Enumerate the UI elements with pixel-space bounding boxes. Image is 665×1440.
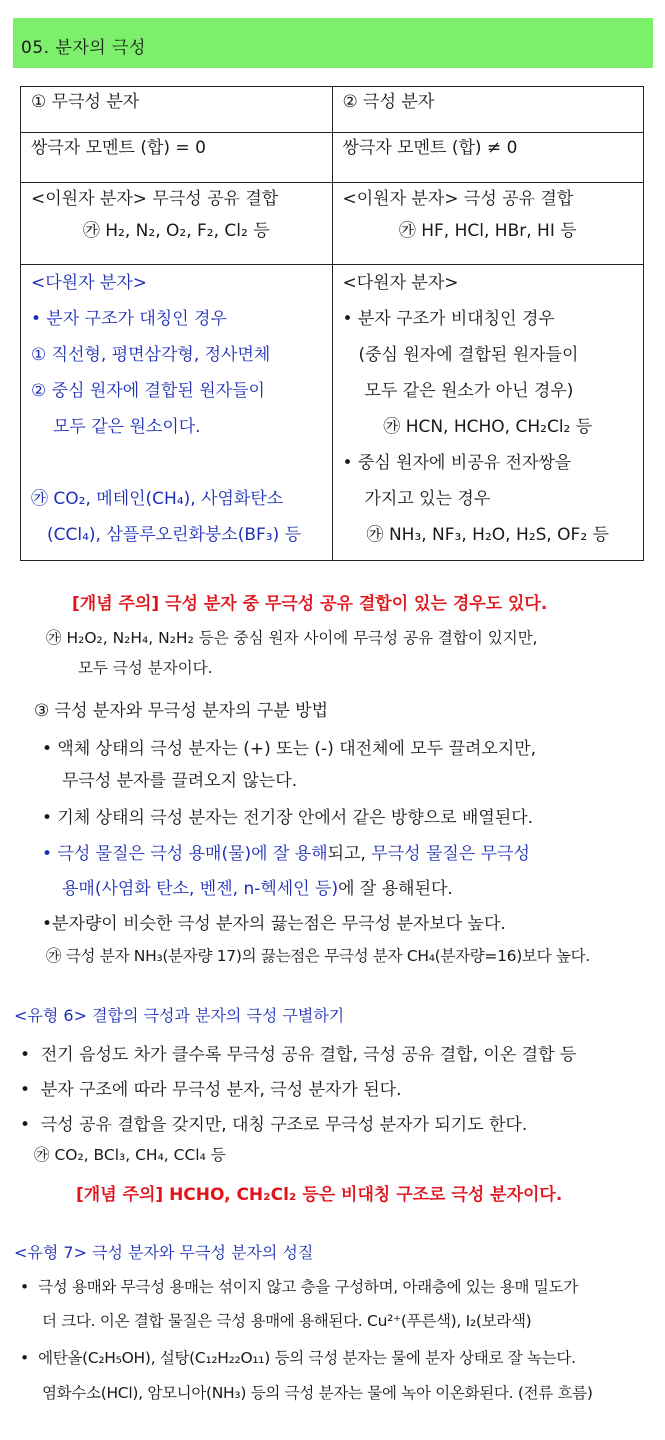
type-6-bullet: • 분자 구조에 따라 무극성 분자, 극성 분자가 된다. (20, 1080, 402, 1100)
left-diatomic-example-text: H₂, N₂, O₂, F₂, Cl₂ 등 (105, 221, 270, 241)
left-dipole: 쌍극자 모멘트 (합) = 0 (21, 133, 333, 183)
polar-solubility: 극성 물질은 극성 용매(물)에 잘 용해 (57, 844, 328, 864)
example-mark: ㉮ (31, 489, 48, 509)
right-diatomic-example-text: HF, HCl, HBr, HI 등 (421, 221, 577, 241)
connector-text: 되고, (327, 844, 372, 864)
left-poly-line: ② 중심 원자에 결합된 원자들이 (31, 381, 265, 401)
right-diatomic-title: <이원자 분자> 극성 공유 결합 (342, 189, 574, 209)
right-poly-line: • 분자 구조가 비대칭인 경우 (342, 309, 555, 329)
nonpolar-solvents: 용매(사염화 탄소, 벤젠, n-헥세인 등) (62, 879, 339, 899)
type-6-bullet-text: 극성 공유 결합을 갖지만, 대칭 구조로 무극성 분자가 되기도 한다. (40, 1115, 528, 1135)
section-3-bullet: • 기체 상태의 극성 분자는 전기장 안에서 같은 방향으로 배열된다. (42, 808, 534, 828)
left-poly-line: 모두 같은 원소이다. (53, 417, 201, 437)
type-7-bullet: • 극성 용매와 무극성 용매는 섞이지 않고 층을 구성하며, 아래층에 있는 용매 밀도가 (20, 1278, 578, 1296)
left-poly-spacer (31, 445, 322, 481)
notice-1-example (46, 626, 538, 648)
right-poly-line: 가지고 있는 경우 (364, 489, 491, 509)
left-poly-line: CO₂, 메테인(CH₄), 사염화탄소 (53, 489, 284, 509)
type-7-bullet-text: 에탄올(C₂H₅OH), 설탕(C₁₂H₂₂O₁₁) 등의 극성 분자는 물에 분자 상태로 잘 녹는다. (38, 1349, 576, 1367)
section-3-bullet-cont: 무극성 분자를 끌려오지 않는다. (62, 771, 298, 791)
type-7-bullet: • 에탄올(C₂H₅OH), 설탕(C₁₂H₂₂O₁₁) 등의 극성 분자는 물에 분자 상태로 잘 녹는다. (20, 1349, 576, 1367)
type-6-bullet: • 전기 음성도 차가 클수록 무극성 공유 결합, 극성 공유 결합, 이온 결합 등 (20, 1045, 577, 1065)
right-polyatomic-cell (332, 265, 644, 561)
type-6-notice: [개념 주의] HCHO, CH₂Cl₂ 등은 비대칭 구조로 극성 분자이다. (76, 1185, 563, 1205)
right-poly-line: NH₃, NF₃, H₂O, H₂S, OF₂ 등 (388, 525, 609, 545)
left-poly-line: • 분자 구조가 대칭인 경우 (31, 309, 227, 329)
right-poly-line: • 중심 원자에 비공유 전자쌍을 (342, 453, 572, 473)
section-3-title: ③ 극성 분자와 무극성 분자의 구분 방법 (34, 701, 328, 721)
right-heading: ② 극성 분자 (332, 87, 644, 133)
type-7-bullet-text: 극성 용매와 무극성 용매는 섞이지 않고 층을 구성하며, 아래층에 있는 용매 밀도가 (38, 1278, 578, 1296)
type-6-bullet-text: 전기 음성도 차가 클수록 무극성 공유 결합, 극성 공유 결합, 이온 결합 등 (40, 1045, 577, 1065)
left-diatomic-title: <이원자 분자> 무극성 공유 결합 (31, 189, 279, 209)
notice-1-example-cont: 모두 극성 분자이다. (78, 659, 213, 677)
example-mark: ㉮ (366, 525, 384, 545)
comparison-table (20, 86, 644, 561)
right-poly-line: 모두 같은 원소가 아닌 경우) (364, 381, 574, 401)
notice-1: [개념 주의] 극성 분자 중 무극성 공유 결합이 있는 경우도 있다. (72, 594, 548, 614)
type-6-example-text: CO₂, BCl₃, CH₄, CCl₄ 등 (54, 1146, 226, 1164)
nonpolar-solubility: 무극성 물질은 무극성 (371, 844, 530, 864)
solubility-tail: 에 잘 용해된다. (338, 879, 453, 899)
section-3-example (46, 944, 590, 966)
right-poly-line: (중심 원자에 결합된 원자들이 (358, 345, 579, 365)
right-dipole: 쌍극자 모멘트 (합) ≠ 0 (332, 133, 644, 183)
section-3-bullet: • 액체 상태의 극성 분자는 (+) 또는 (-) 대전체에 모두 끌려오지만, (42, 739, 537, 759)
right-diatomic-cell (332, 183, 644, 265)
section-3-bullet-solubility-cont (62, 874, 453, 899)
left-poly-line: <다원자 분자> (31, 273, 148, 293)
bullet-dot: • (42, 844, 58, 864)
type-6-bullet: • 극성 공유 결합을 갖지만, 대칭 구조로 무극성 분자가 되기도 한다. (20, 1115, 528, 1135)
section-header (13, 18, 653, 68)
type-7-bullet-cont: 염화수소(HCl), 암모니아(NH₃) 등의 극성 분자는 물에 녹아 이온화된다. (전류 흐름) (42, 1384, 593, 1402)
example-mark: ㉮ (34, 1146, 50, 1164)
left-poly-line: ① 직선형, 평면삼각형, 정사면체 (31, 345, 271, 365)
left-diatomic-cell (21, 183, 333, 265)
notice-1-example-text: H₂O₂, N₂H₄, N₂H₂ 등은 중심 원자 사이에 무극성 공유 결합이 있지만, (66, 629, 538, 647)
type-7-bullet-cont: 더 크다. 이온 결합 물질은 극성 용매에 용해된다. Cu²⁺(푸른색), I₂(보라색) (42, 1312, 532, 1330)
left-poly-example (31, 481, 322, 517)
example-mark: ㉮ (398, 221, 416, 241)
left-diatomic-example (31, 215, 322, 247)
right-poly-line: HCN, HCHO, CH₂Cl₂ 등 (405, 417, 593, 437)
left-heading: ① 무극성 분자 (21, 87, 333, 133)
right-poly-example (343, 517, 634, 553)
left-polyatomic-cell (21, 265, 333, 561)
right-poly-example (343, 409, 634, 445)
type-7-title: <유형 7> 극성 분자와 무극성 분자의 성질 (14, 1243, 314, 1262)
example-mark: ㉮ (46, 629, 62, 647)
section-3-bullet-solubility (42, 839, 530, 864)
example-mark: ㉮ (383, 417, 401, 437)
example-mark: ㉮ (82, 221, 100, 241)
section-3-example-text: 극성 분자 NH₃(분자량 17)의 끓는점은 무극성 분자 CH₄(분자량=16)보다 높다. (65, 947, 590, 965)
example-mark: ㉮ (46, 947, 62, 965)
section-3-bullet: •분자량이 비슷한 극성 분자의 끓는점은 무극성 분자보다 높다. (42, 914, 506, 934)
section-title: 05. 분자의 극성 (21, 38, 146, 58)
type-6-bullet-text: 분자 구조에 따라 무극성 분자, 극성 분자가 된다. (40, 1080, 402, 1100)
type-6-title: <유형 6> 결합의 극성과 분자의 극성 구별하기 (14, 1006, 345, 1025)
right-diatomic-example (343, 215, 634, 247)
right-poly-line: <다원자 분자> (342, 273, 459, 293)
left-poly-line: (CCl₄), 삼플루오린화붕소(BF₃) 등 (47, 525, 302, 545)
type-6-example (34, 1143, 226, 1165)
